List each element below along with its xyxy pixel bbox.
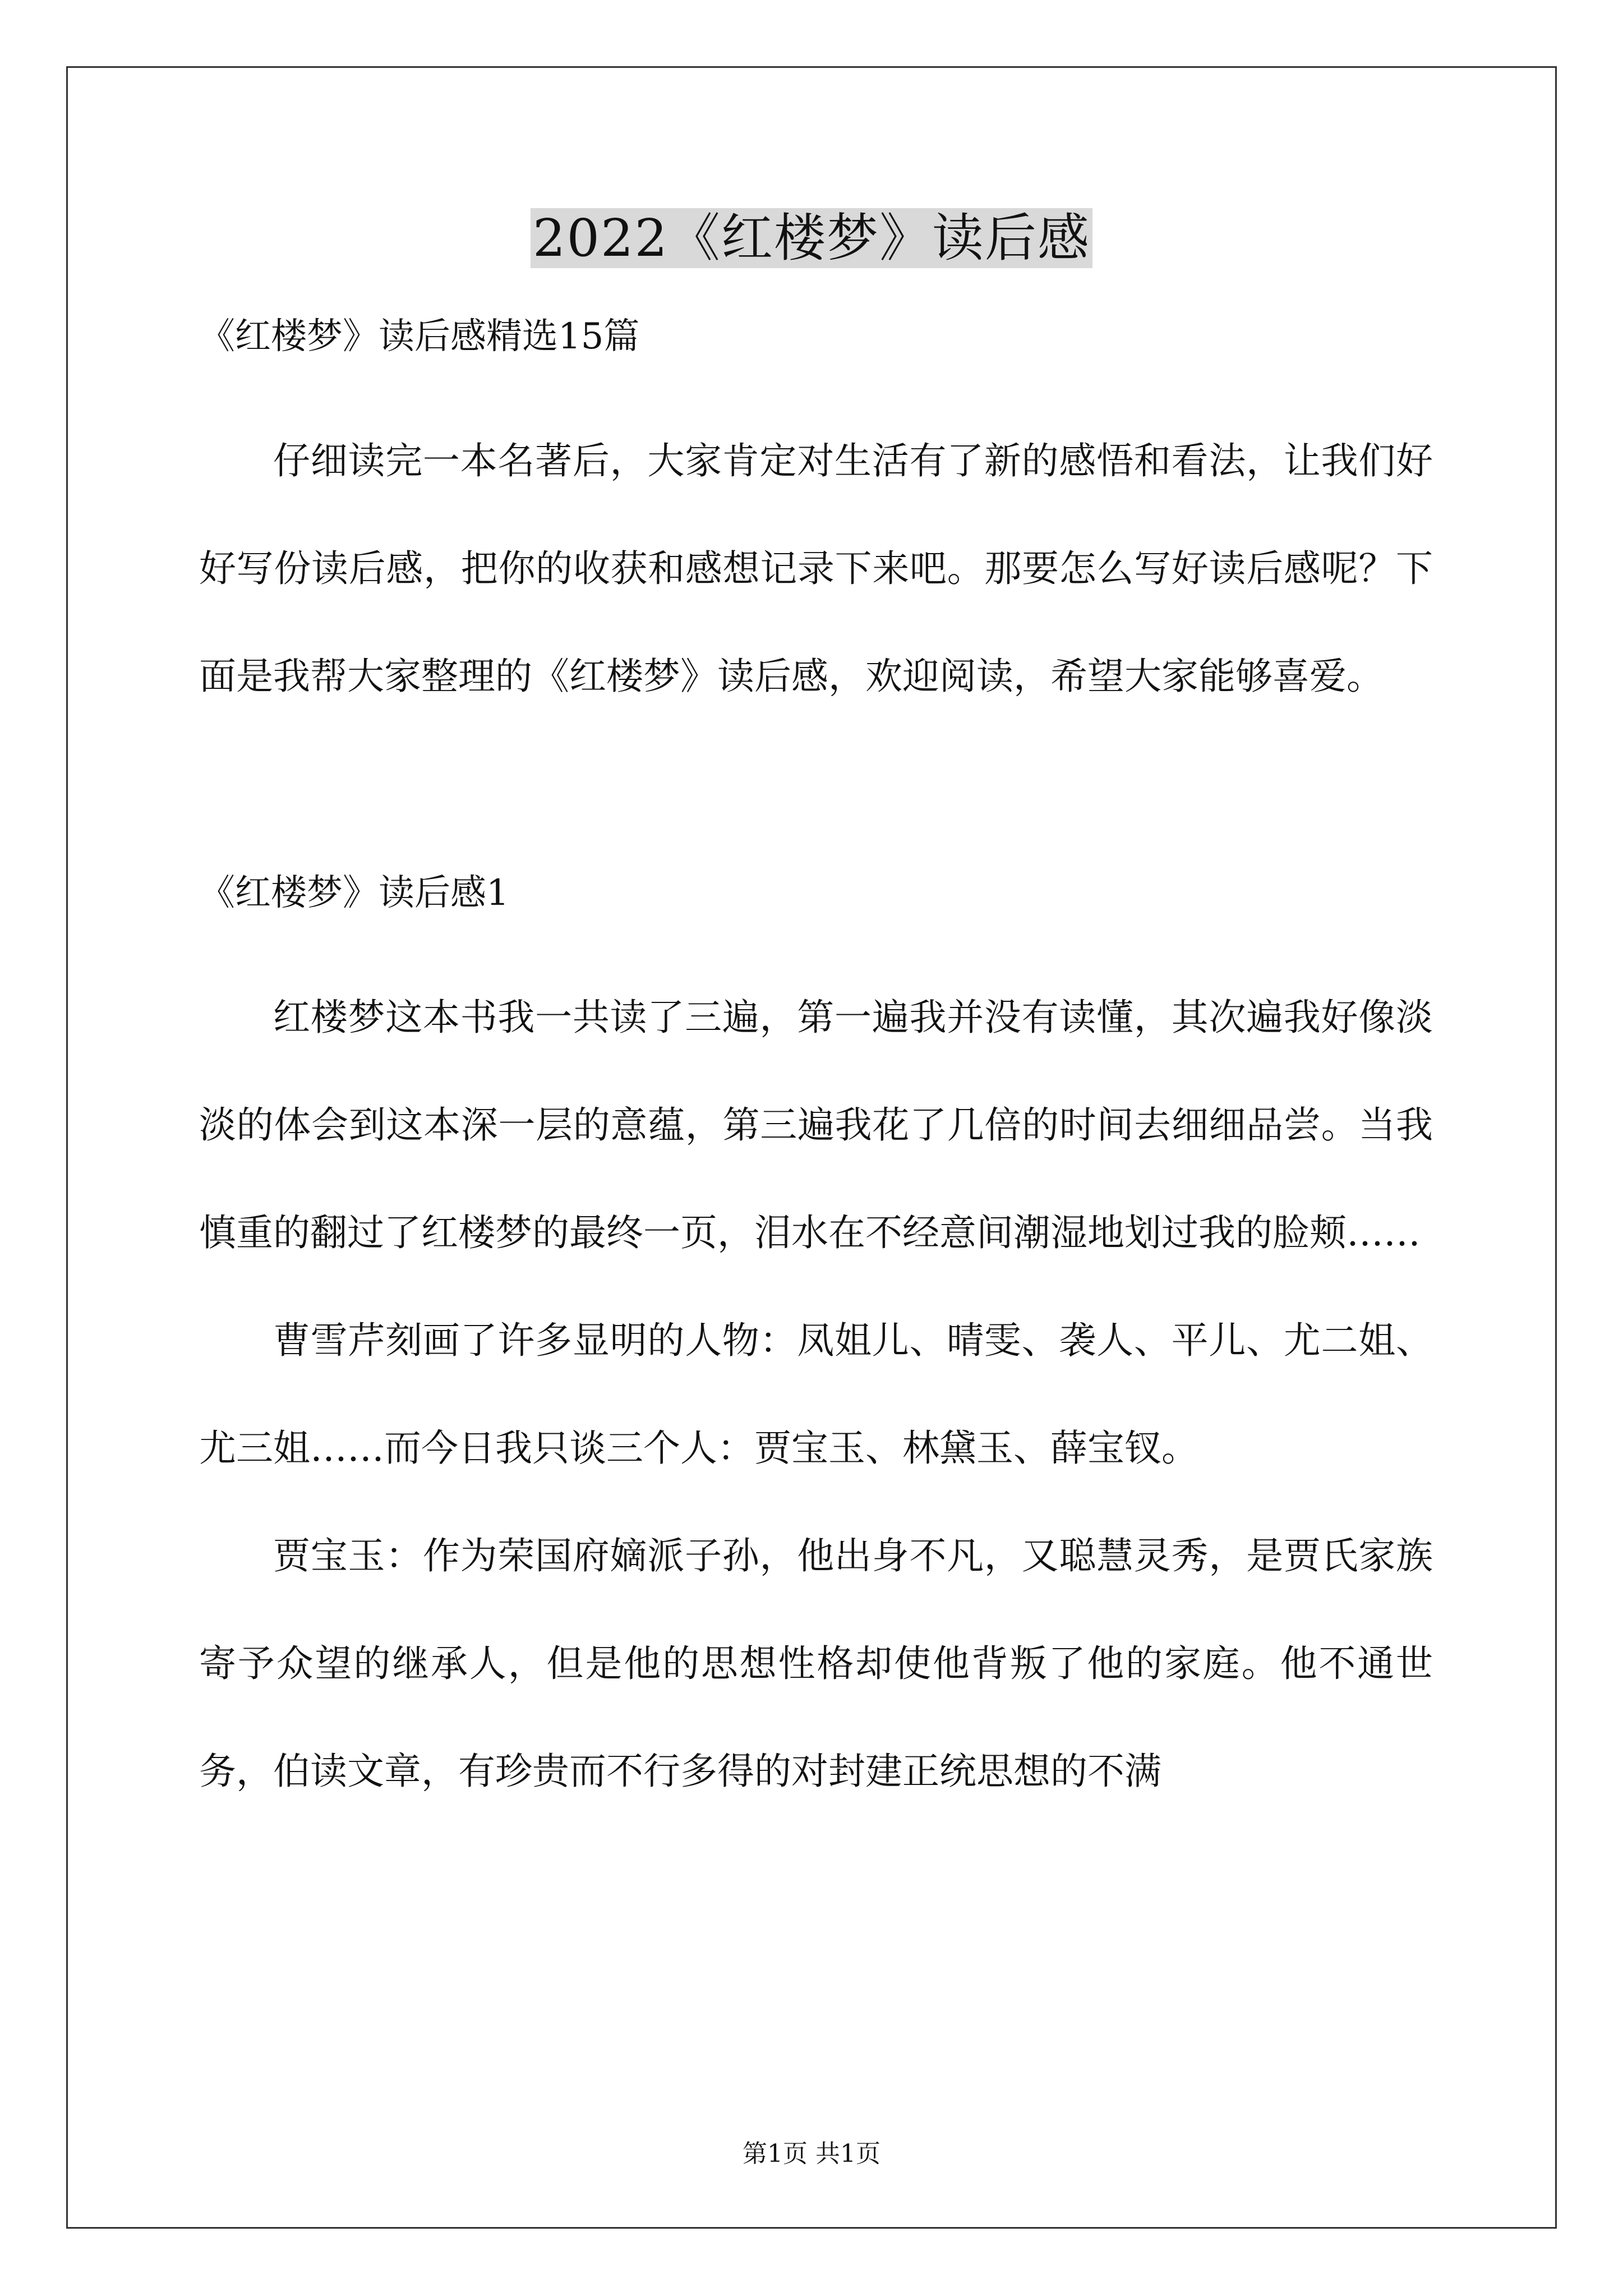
intro-paragraph: 仔细读完一本名著后，大家肯定对生活有了新的感悟和看法，让我们好好写份读后感，把你的收获和感想记录下来吧。那要怎么写好读后感呢？下面是我帮大家整理的《红楼梦》读后感，欢迎阅读，希望大家能够喜爱。 [199,439,1433,698]
spacer [199,370,1433,407]
spacer [199,730,1433,859]
intro-heading: 《红楼梦》读后感精选15篇 [199,316,640,357]
body-paragraph-2: 曹雪芹刻画了许多显明的人物：凤姐儿、晴雯、袭人、平儿、尤二姐、尤三姐……而今日我只谈三个人：贾宝玉、林黛玉、薛宝钗。 [199,1319,1433,1470]
section-heading: 《红楼梦》读后感1 [199,872,509,914]
document-body [199,303,1433,1825]
body-paragraph-1: 红楼梦这本书我一共读了三遍，第一遍我并没有读懂，其次遍我好像淡淡的体会到这本深一层的意蕴，第三遍我花了几倍的时间去细细品尝。当我慎重的翻过了红楼梦的最终一页，泪水在不经意间潮湿地划过我的脸颊…… [199,996,1433,1254]
document-title-text: 2022《红楼梦》读后感 [531,208,1092,268]
page-footer: 第1页 共1页 [743,2139,880,2168]
spacer [199,927,1433,964]
document-title [0,199,1623,278]
body-paragraph-3: 贾宝玉：作为荣国府嫡派子孙，他出身不凡，又聪慧灵秀，是贾氏家族寄予众望的继承人，但是他的思想性格却使他背叛了他的家庭。他不通世务，伯读文章，有珍贵而不行多得的对封建正统思想的不满 [199,1534,1433,1793]
